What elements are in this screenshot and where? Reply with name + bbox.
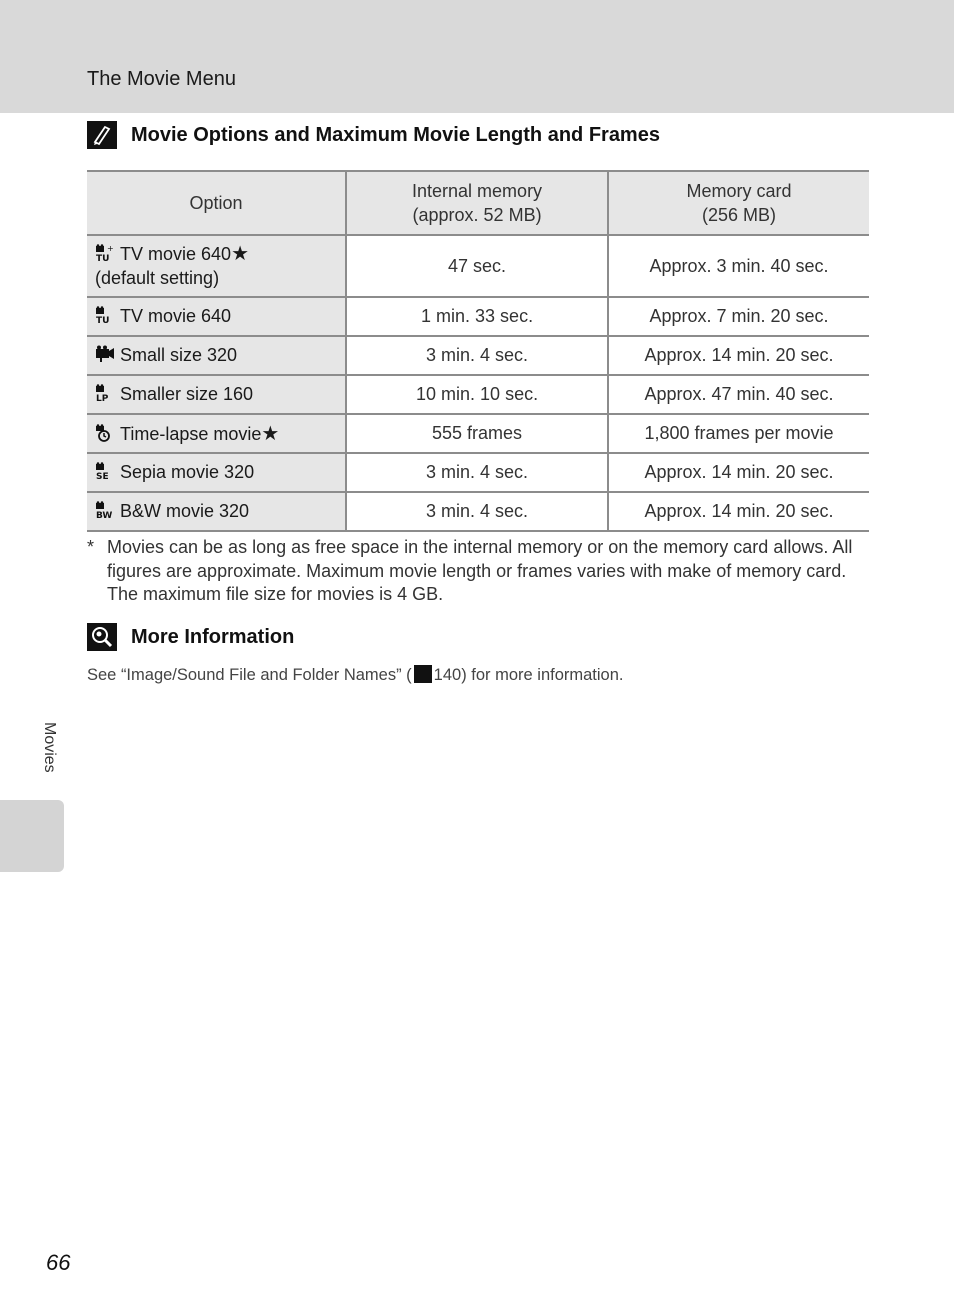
option-label: Sepia movie 320: [120, 462, 255, 482]
internal-cell: 3 min. 4 sec.: [346, 336, 608, 375]
star-mark: ★: [261, 423, 280, 445]
header-option: Option: [87, 171, 346, 235]
table-row: [87, 336, 869, 375]
card-cell: Approx. 3 min. 40 sec.: [608, 235, 869, 297]
option-cell: [87, 235, 346, 297]
header-card-line2: (256 MB): [702, 205, 777, 225]
movie-options-table: [87, 170, 869, 532]
page-reference[interactable]: 140: [433, 666, 462, 684]
table-row: [87, 414, 869, 453]
option-cell: [87, 453, 346, 492]
card-cell: Approx. 47 min. 40 sec.: [608, 375, 869, 414]
card-cell: 1,800 frames per movie: [608, 414, 869, 453]
card-cell: Approx. 7 min. 20 sec.: [608, 297, 869, 336]
section-heading-more-information: [87, 623, 294, 651]
bw-movie-icon: [95, 501, 115, 519]
svg-text:LP: LP: [96, 394, 109, 402]
page-number: 66: [46, 1250, 71, 1275]
internal-cell: 555 frames: [346, 414, 608, 453]
page-reference-icon: [414, 665, 432, 683]
table-row: [87, 297, 869, 336]
option-cell: [87, 297, 346, 336]
section-title: Movie Options and Maximum Movie Length and Frames: [131, 123, 660, 146]
header-card-line1: Memory card: [686, 181, 792, 201]
table-header-row: [87, 171, 869, 235]
table-row: [87, 492, 869, 531]
header-internal-line2: (approx. 52 MB): [412, 205, 542, 225]
more-information-text: [87, 665, 624, 685]
section-heading-movie-options: [87, 121, 660, 149]
option-label: B&W movie 320: [120, 501, 250, 521]
option-label: Time-lapse movie: [120, 424, 262, 444]
table-row: [87, 375, 869, 414]
star-mark: ★: [231, 243, 249, 265]
card-cell: Approx. 14 min. 20 sec.: [608, 336, 869, 375]
option-label: Small size 320: [120, 345, 238, 365]
header-internal-line1: Internal memory: [412, 181, 543, 201]
sepia-movie-icon: [95, 462, 115, 480]
svg-text:BW: BW: [96, 511, 113, 519]
option-cell: [87, 375, 346, 414]
magnifier-info-icon: [87, 623, 117, 651]
svg-text:TU: TU: [96, 254, 110, 262]
header-band: [0, 0, 954, 113]
section-title: More Information: [131, 625, 295, 648]
table-row: [87, 235, 869, 297]
time-lapse-icon: [95, 424, 115, 442]
option-cell: [87, 492, 346, 531]
internal-cell: 10 min. 10 sec.: [346, 375, 608, 414]
smaller-movie-icon: [95, 384, 115, 402]
tv-movie-plus-icon: [95, 244, 115, 262]
more-text-before: See “Image/Sound File and Folder Names” (: [87, 666, 412, 684]
internal-cell: 47 sec.: [346, 235, 608, 297]
card-cell: Approx. 14 min. 20 sec.: [608, 492, 869, 531]
small-movie-icon: [95, 345, 115, 363]
svg-text:TU: TU: [96, 316, 110, 324]
footnote-text: Movies can be as long as free space in the internal memory or on the memory card allows. All figures are approximate. Maximum movie length or frames varies with make of memory card. The maximum file size for movies is 4 GB.: [107, 537, 853, 604]
pencil-note-icon: [87, 121, 117, 149]
svg-text:+: +: [107, 244, 114, 253]
footnote: [87, 536, 867, 607]
option-label: Smaller size 160: [120, 384, 254, 404]
svg-text:SE: SE: [96, 472, 109, 480]
internal-cell: 3 min. 4 sec.: [346, 453, 608, 492]
tv-movie-icon: [95, 306, 115, 324]
chapter-side-label: Movies: [41, 722, 58, 773]
option-label: TV movie 640: [120, 244, 232, 264]
option-label: TV movie 640: [120, 306, 232, 326]
table-row: [87, 453, 869, 492]
header-memory-card: [608, 171, 869, 235]
header-internal-memory: [346, 171, 608, 235]
option-cell: [87, 414, 346, 453]
card-cell: Approx. 14 min. 20 sec.: [608, 453, 869, 492]
internal-cell: 3 min. 4 sec.: [346, 492, 608, 531]
footnote-mark: *: [87, 537, 95, 557]
option-cell: [87, 336, 346, 375]
internal-cell: 1 min. 33 sec.: [346, 297, 608, 336]
chapter-tab: [0, 800, 64, 872]
more-text-after: ) for more information.: [461, 666, 624, 684]
running-header: The Movie Menu: [87, 68, 236, 90]
option-note: (default setting): [95, 268, 220, 288]
